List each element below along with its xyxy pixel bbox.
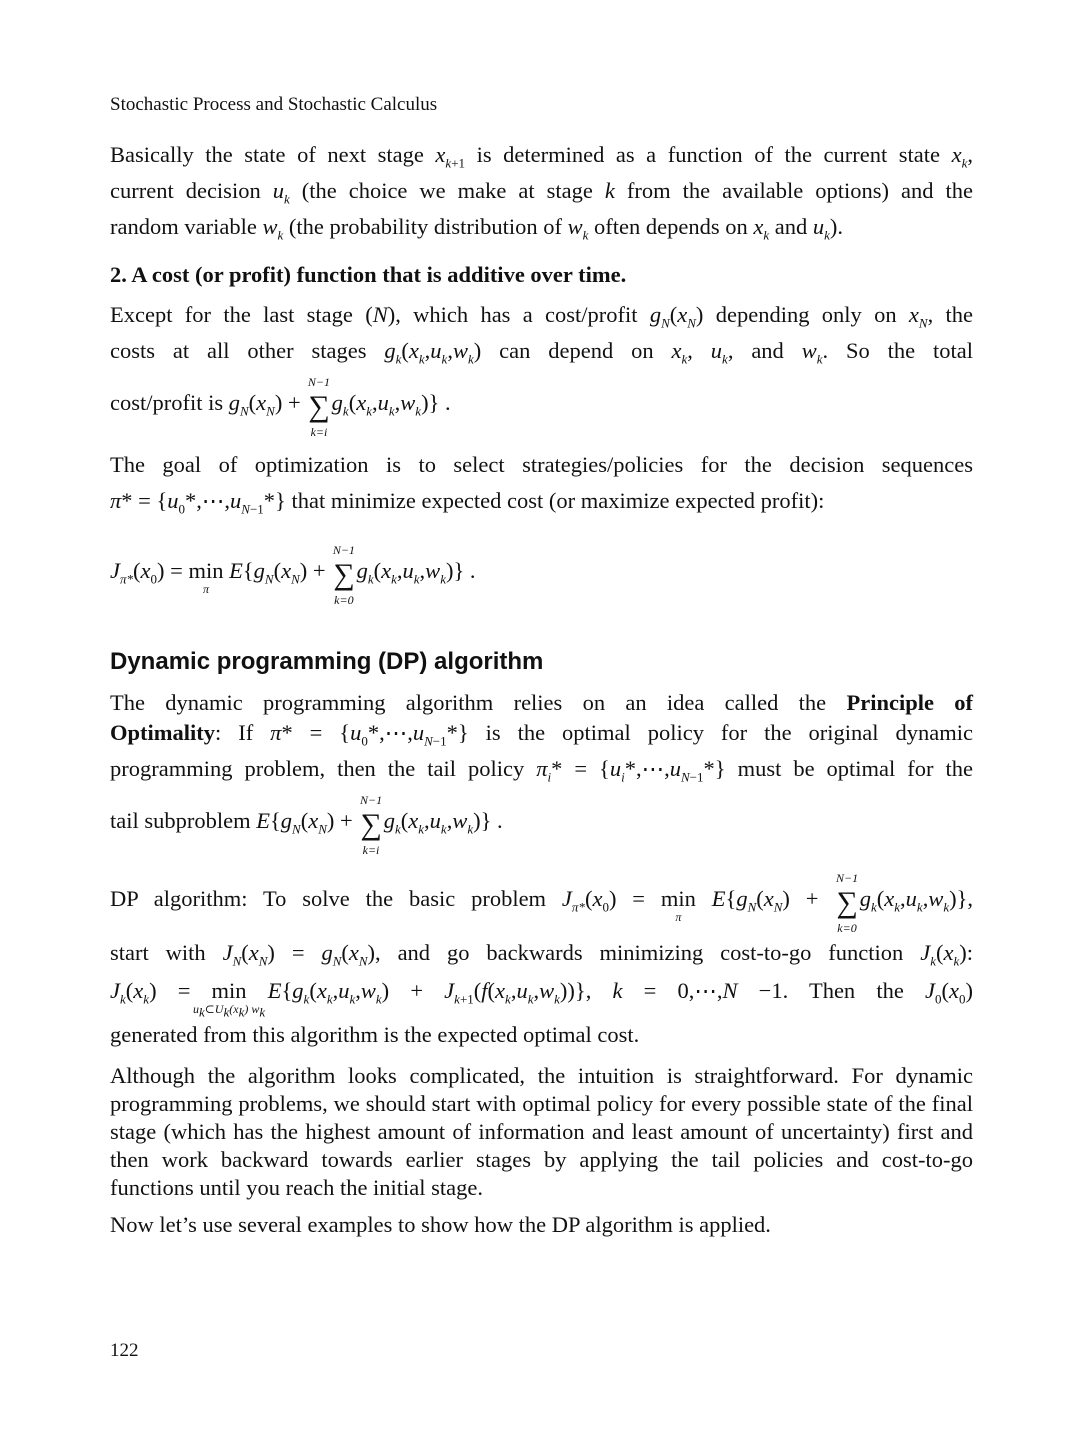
para-state-line1: Basically the state of next stage $x_{k+1}$ is determined as a function of the current state $x_k$, — [110, 142, 973, 171]
total-cost-formula: cost/profit is $g_N(x_N)$ + ∑ N−1 k=i $g_k(x_k,u_k,w_k)$} . — [110, 375, 451, 439]
dp-basic-problem: DP algorithm: To solve the basic problem $J_{\pi*}(x_0) = \min$ π $E\{g_N(x_N)$ + ∑ N−1 k=0 $g_k(x_k,u_k,w_k)$}, — [110, 871, 974, 935]
cost-function-heading: 2. A cost (or profit) function that is additive over time. — [110, 262, 627, 287]
dp-section-heading: Dynamic programming (DP) algorithm — [110, 648, 544, 675]
para-state-line3: random variable $w_k$ (the probability distribution of $w_k$ often depends on $x_k$ and $u_k$). — [110, 214, 844, 243]
para-dp-line1: The dynamic programming algorithm relies on an idea called the Principle of — [110, 690, 973, 715]
expected-cost-formula: $J_{\pi*}(x_0) = \min$ π $E\{g_N(x_N)$ + ∑ N−1 k=0 $g_k(x_k,u_k,w_k)$} . — [110, 543, 476, 607]
dp-start-line: start with $J_N(x_N) = g_N(x_N)$, and go backwards minimizing cost-to-go function $J_k(x_k)$: — [110, 940, 974, 969]
dp-optimal-cost-line: generated from this algorithm is the expected optimal cost. — [110, 1022, 640, 1047]
page-number: 122 — [110, 1340, 139, 1361]
para-cost-line1: Except for the last stage (N), which has a cost/profit $g_N(x_N)$ depending only on $x_N$, the — [110, 302, 973, 331]
tail-subproblem-formula: tail subproblem $E\{g_N(x_N)$ + ∑ N−1 k=i $g_k(x_k,u_k,w_k)$} . — [110, 793, 503, 857]
para-dp-line2: Optimality: If $\pi* = \{u_0*,\cdots,u_{N-1}*\}$ is the optimal policy for the original dynamic — [110, 720, 973, 749]
running-header: Stochastic Process and Stochastic Calculus — [110, 94, 438, 115]
para-goal-line2: $\pi* = \{u_0*,\cdots,u_{N-1}*\}$ that minimize expected cost (or maximize expected profit): — [110, 488, 825, 517]
para-cost-line2: costs at all other stages $g_k(x_k,u_k,w_k)$ can depend on $x_k$, $u_k$, and $w_k$. So the total — [110, 338, 973, 367]
para-dp-line3: programming problem, then the tail policy $\pi_i*$ = $\{u_i*,\cdots,u_{N-1}*\}$ must be optimal for the — [110, 756, 973, 785]
para-examples-intro: Now let’s use several examples to show how the DP algorithm is applied. — [110, 1212, 771, 1237]
para-goal-line1: The goal of optimization is to select strategies/policies for the decision sequences — [110, 452, 973, 477]
para-intuition: Although the algorithm looks complicated, the intuition is straightforward. For dynamic programming problems, we should start with optimal policy for every possible state of the final stage (which has the highest amount of information and least amount of uncertainty) first and then work backward towards earlier stages by applying the tail policies and cost-to-go functions until you reach the initial stage. — [110, 1063, 973, 1200]
para-state-line2: current decision $u_k$ (the choice we make at stage k from the available options) and the — [110, 178, 974, 207]
dp-recursion-formula: $J_k(x_k) = \min$ $u_k\subset U_k(x_k)$ $w_k$ $E\{g_k(x_k,u_k,w_k) + J_{k+1}(f(x_k,u_k,w_k))\}$, k = 0,⋯,N −1. Then the $J_0(x_0)$ — [110, 978, 973, 1020]
